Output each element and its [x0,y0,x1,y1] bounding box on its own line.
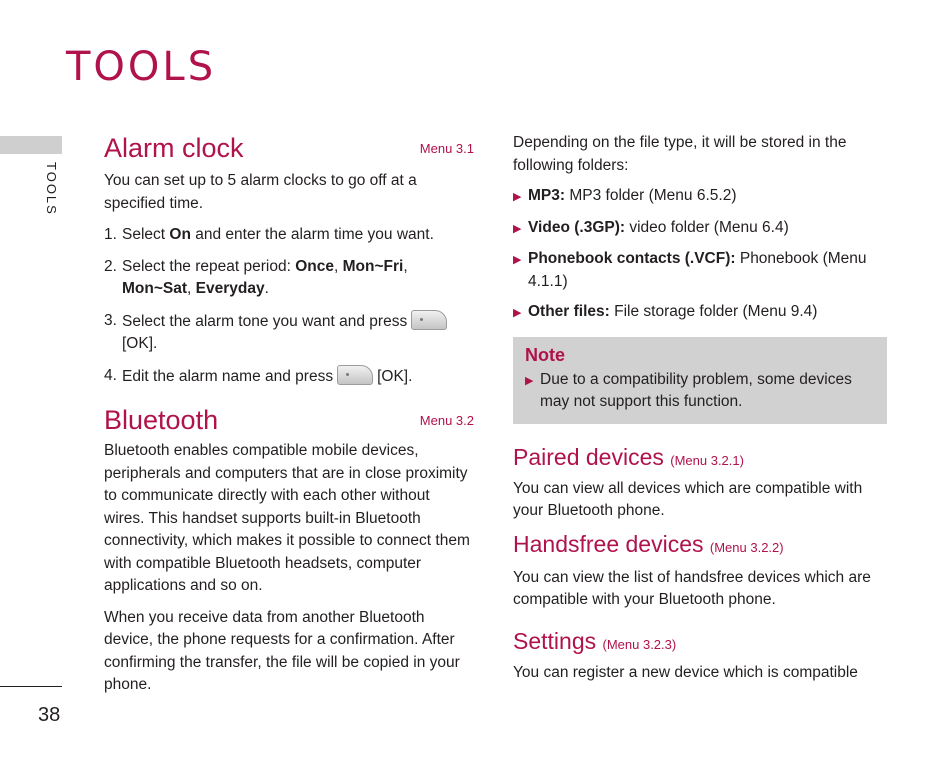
bluetooth-para-1: Bluetooth enables compatible mobile devices, peripherals and computers that are in close proximity to communicate directly with each other without wires. This handset supports built-in Bluetooth connectivity, which makes it possible to connect them with compatible Bluetooth headsets, computer applications and so on. [104,442,470,594]
alarm-menu-ref: Menu 3.1 [419,140,474,156]
triangle-bullet-icon: ▶ [525,374,534,387]
bluetooth-menu-ref: Menu 3.2 [419,412,474,428]
alarm-step-4: 4. Edit the alarm name and press [OK]. [104,366,413,385]
note-item [525,369,875,414]
handsfree-text: You can view the list of handsfree devices which are compatible with your Bluetooth phone. [513,568,871,608]
settings-text: You can register a new device which is compatible [513,663,858,681]
page-number: 38 [38,704,61,726]
triangle-bullet-icon: ▶ [513,254,522,266]
folders-intro: Depending on the file type, it will be stored in the following folders: [513,134,847,174]
note-title: Note [525,344,565,365]
paired-text: You can view all devices which are compatible with your Bluetooth phone. [513,479,863,519]
alarm-step-2: 2. Select the repeat period: Once, Mon~Fri, Mon~Sat, Everyday. [104,257,408,297]
soft-key-icon [411,310,447,330]
page-title: TOOLS [66,44,217,90]
settings-heading: Settings (Menu 3.2.3) [513,627,677,654]
handsfree-heading: Handsfree devices (Menu 3.2.2) [513,530,784,557]
soft-key-icon [337,365,373,385]
bluetooth-heading: Bluetooth [104,405,219,435]
side-section-label: TOOLS [44,162,59,216]
alarm-step-3: 3. Select the alarm tone you want and press [OK]. [104,310,474,356]
alarm-heading: Alarm clock [104,133,244,163]
left-column [104,130,474,697]
folder-item: ▶ Phonebook contacts (.VCF): Phonebook (Menu 4.1.1) [513,248,887,293]
triangle-bullet-icon: ▶ [513,191,522,203]
folder-item: ▶ Other files: File storage folder (Menu 9.4) [513,301,887,325]
footer-rule [0,686,62,687]
alarm-step-1: 1. Select On and enter the alarm time you want. [104,226,434,243]
bluetooth-para-2: When you receive data from another Bluetooth device, the phone requests for a confirmation. After confirming the transfer, the file will be copied in your phone. [104,608,460,693]
folder-item: ▶ MP3: MP3 folder (Menu 6.5.2) [513,185,887,209]
note-box [513,337,887,424]
note-text: Due to a compatibility problem, some devices may not support this function. [540,370,852,410]
right-column [513,132,887,684]
triangle-bullet-icon: ▶ [513,222,522,235]
paired-heading: Paired devices (Menu 3.2.1) [513,443,744,470]
alarm-heading-row [104,130,474,166]
side-tab-marker [0,136,62,154]
bluetooth-heading-row [104,402,474,438]
alarm-intro: You can set up to 5 alarm clocks to go off at a specified time. [104,172,417,212]
triangle-bullet-icon: ▶ [513,307,522,319]
folder-item: ▶ Video (.3GP): video folder (Menu 6.4) [513,217,887,241]
